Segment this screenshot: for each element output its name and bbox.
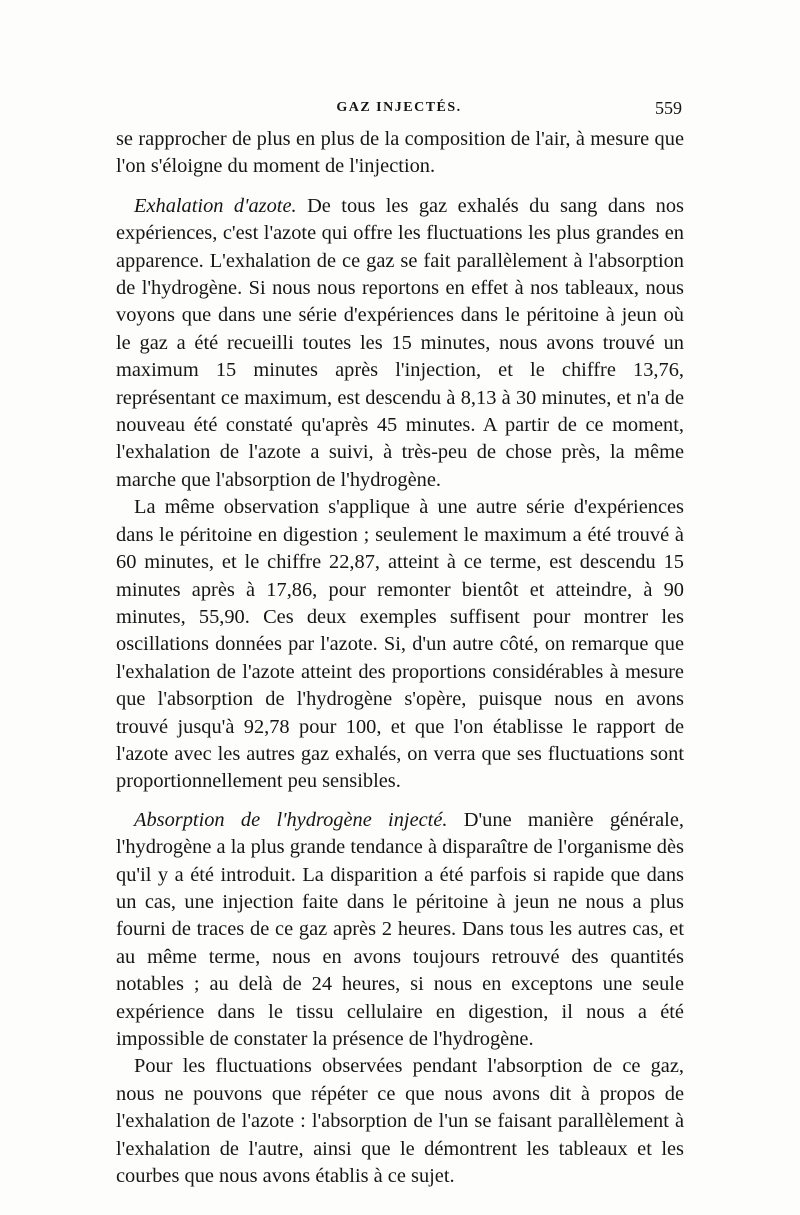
paragraph-fluctuations: Pour les fluctuations observées pendant l'absorption de ce gaz, nous ne pouvons que répéter ce que nous avons dit à propos de l'exhalation de l'azote : l'absorption de l'un se faisant parallèlement à l'exhalation de l'autre, ainsi que le démontrent les tableaux et les courbes que nous avons établis à ce sujet. <box>116 1055 684 1188</box>
paragraph-text: De tous les gaz exhalés du sang dans nos expériences, c'est l'azote qui offre les fluctuations les plus grandes en apparence. L'exhalation de ce gaz se fait parallèlement à l'absorption de l'hydrogène. Si nous nous reportons en effet à nos tableaux, nous voyons que dans une série d'expériences dans le péritoine à jeun où le gaz a été recueilli toutes les 15 minutes, nous avons trouvé un maximum 15 minutes après l'injection, et le chiffre 13,76, représentant ce maximum, est descendu à 8,13 à 30 minutes, et n'a de nouveau été constaté qu'après 45 minutes. A partir de ce moment, l'exhalation de l'azote a suivi, à très-peu de chose près, la même marche que l'absorption de l'hydrogène. <box>116 194 684 491</box>
page-number: 559 <box>655 98 682 118</box>
paragraph-same-observation: La même observation s'applique à une autre série d'expériences dans le péritoine en digestion ; seulement le maximum a été trouvé à 60 minutes, et le chiffre 22,87, atteint à ce terme, est descendu 15 minutes après à 17,86, pour remonter bientôt et atteindre, à 90 minutes, 55,90. Ces deux exemples suffisent pour montrer les oscillations données par l'azote. Si, d'un autre côté, on remarque que l'exhalation de l'azote atteint des proportions considérables à mesure que l'absorption de l'hydrogène s'opère, puisque nous en avons trouvé jusqu'à 92,78 pour 100, et que l'on établisse le rapport de l'azote avec les autres gaz exhalés, on verra que ses fluctuations sont proportionnellement peu sensibles. <box>116 496 684 793</box>
running-title: GAZ INJECTÉS. <box>336 100 462 115</box>
section-lead-exhalation-azote: Exhalation d'azote. <box>134 194 297 217</box>
paragraph-hydrogen-absorption <box>116 807 684 1054</box>
paragraph-text: D'une manière générale, l'hydrogène a la plus grande tendance à disparaître de l'organisme dès qu'il y a été introduit. La disparition a été parfois si rapide que dans un cas, une injection faite dans le péritoine à jeun ne nous a plus fourni de traces de ce gaz après 2 heures. Dans tous les autres cas, et au même terme, nous en avons toujours retrouvé des quantités notables ; au delà de 24 heures, si nous en exceptons une seule expérience dans le tissu cellulaire en digestion, il nous a été impossible de constater la présence de l'hydrogène. <box>116 808 684 1050</box>
paragraph-continuation: se rapprocher de plus en plus de la composition de l'air, à mesure que l'on s'éloigne du moment de l'injection. <box>116 128 684 178</box>
body-text <box>116 126 684 1190</box>
section-lead-absorption-hydrogene: Absorption de l'hydrogène injecté. <box>134 808 448 831</box>
page-header <box>116 98 682 122</box>
paragraph-azote-exhalation <box>116 193 684 494</box>
